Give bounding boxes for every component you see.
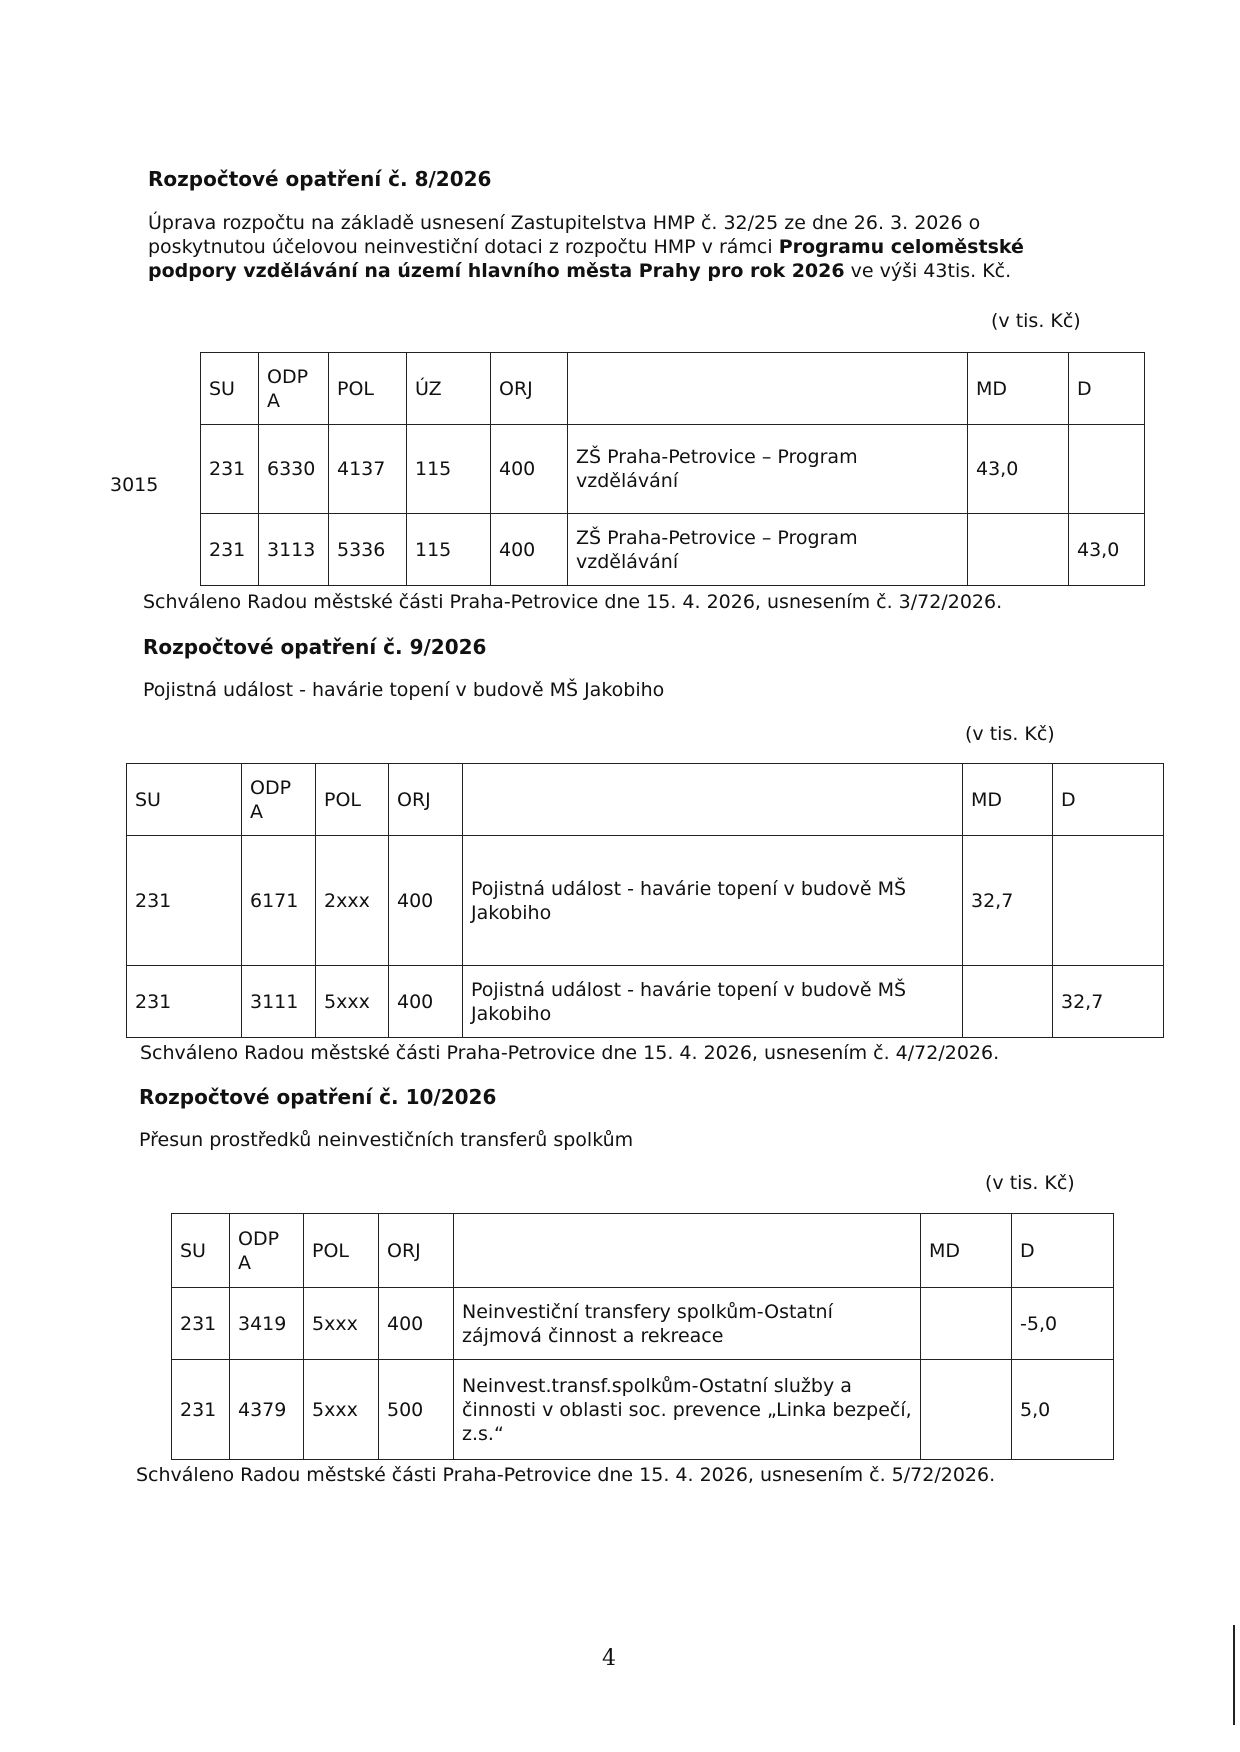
table-row xyxy=(172,1288,1114,1360)
measure-description xyxy=(139,1128,1069,1152)
table-cell: 6330 xyxy=(259,425,329,514)
budget-table xyxy=(171,1213,1114,1460)
table-cell: 115 xyxy=(407,514,491,586)
column-header: D xyxy=(1012,1214,1114,1288)
table-header-row xyxy=(172,1214,1114,1288)
unit-label: (v tis. Kč) xyxy=(965,723,1055,745)
table-cell: 500 xyxy=(379,1360,454,1460)
table-cell xyxy=(1069,425,1145,514)
table-cell: 3111 xyxy=(242,966,316,1038)
column-header xyxy=(568,353,968,425)
table-cell xyxy=(968,514,1069,586)
table-cell: 6171 xyxy=(242,836,316,966)
description-text: Úprava rozpočtu na základě usnesení Zastupitelstva HMP č. 32/25 ze dne 26. 3. 2026 o poskytnutou účelovou neinvestiční dotaci z rozpočtu HMP v rámci xyxy=(148,212,981,258)
column-header: POL xyxy=(316,764,389,836)
table-cell: 5xxx xyxy=(316,966,389,1038)
table-cell xyxy=(921,1360,1012,1460)
table-header-row xyxy=(201,353,1145,425)
column-header: ODP A xyxy=(230,1214,304,1288)
measure-description xyxy=(143,678,1073,702)
table-cell: 231 xyxy=(201,514,259,586)
table-cell: 3113 xyxy=(259,514,329,586)
table-cell: 43,0 xyxy=(1069,514,1145,586)
side-label: 3015 xyxy=(110,474,159,496)
table-cell xyxy=(921,1288,1012,1360)
table-cell: 2xxx xyxy=(316,836,389,966)
table-cell: 3419 xyxy=(230,1288,304,1360)
table-row xyxy=(127,836,1164,966)
page-number: 4 xyxy=(602,1646,616,1671)
column-header: POL xyxy=(329,353,407,425)
table-cell: 4379 xyxy=(230,1360,304,1460)
table-header-row xyxy=(127,764,1164,836)
table-cell xyxy=(1053,836,1164,966)
column-header: SU xyxy=(172,1214,230,1288)
column-header xyxy=(463,764,963,836)
column-header: MD xyxy=(968,353,1069,425)
table-cell: 231 xyxy=(127,966,242,1038)
column-header: ORJ xyxy=(491,353,568,425)
table-cell: 400 xyxy=(389,836,463,966)
unit-label: (v tis. Kč) xyxy=(985,1172,1075,1194)
table-cell: Pojistná událost - havárie topení v budově MŠ Jakobiho xyxy=(463,966,963,1038)
approval-note: Schváleno Radou městské části Praha-Petrovice dne 15. 4. 2026, usnesením č. 3/72/2026. xyxy=(143,591,1003,613)
description-text: ve výši 43tis. Kč. xyxy=(844,260,1012,282)
description-program-name: Programu celoměstské podpory vzdělávání na území hlavního města Prahy pro rok 2026 xyxy=(148,236,1024,282)
measure-title: Rozpočtové opatření č. 8/2026 xyxy=(148,167,492,191)
column-header: SU xyxy=(201,353,259,425)
table-cell: ZŠ Praha-Petrovice – Program vzdělávání xyxy=(568,514,968,586)
table-cell: 5336 xyxy=(329,514,407,586)
description-text: Pojistná událost - havárie topení v budově MŠ Jakobiho xyxy=(143,679,665,701)
column-header: MD xyxy=(963,764,1053,836)
table-cell: 231 xyxy=(172,1360,230,1460)
measure-title: Rozpočtové opatření č. 10/2026 xyxy=(139,1085,497,1109)
column-header: D xyxy=(1069,353,1145,425)
approval-note: Schváleno Radou městské části Praha-Petrovice dne 15. 4. 2026, usnesením č. 4/72/2026. xyxy=(140,1042,1000,1064)
margin-line xyxy=(1233,1625,1235,1725)
table-cell: 400 xyxy=(491,425,568,514)
unit-label: (v tis. Kč) xyxy=(991,310,1081,332)
measure-description xyxy=(148,211,1078,283)
approval-note: Schváleno Radou městské části Praha-Petrovice dne 15. 4. 2026, usnesením č. 5/72/2026. xyxy=(136,1464,996,1486)
table-cell: 231 xyxy=(172,1288,230,1360)
table-cell: 400 xyxy=(379,1288,454,1360)
column-header: MD xyxy=(921,1214,1012,1288)
table-row xyxy=(201,425,1145,514)
table-cell: 115 xyxy=(407,425,491,514)
column-header: D xyxy=(1053,764,1164,836)
column-header: SU xyxy=(127,764,242,836)
table-cell: 5xxx xyxy=(304,1360,379,1460)
table-cell: 32,7 xyxy=(1053,966,1164,1038)
table-row xyxy=(201,514,1145,586)
description-text: Přesun prostředků neinvestičních transferů spolkům xyxy=(139,1129,634,1151)
table-row xyxy=(172,1360,1114,1460)
measure-title: Rozpočtové opatření č. 9/2026 xyxy=(143,635,487,659)
column-header: ORJ xyxy=(389,764,463,836)
column-header: ÚZ xyxy=(407,353,491,425)
table-cell xyxy=(963,966,1053,1038)
table-cell: 4137 xyxy=(329,425,407,514)
table-cell: Neinvestiční transfery spolkům-Ostatní zájmová činnost a rekreace xyxy=(454,1288,921,1360)
table-cell: Neinvest.transf.spolkům-Ostatní služby a činnosti v oblasti soc. prevence „Linka bezpečí, z.s.“ xyxy=(454,1360,921,1460)
column-header: ODP A xyxy=(242,764,316,836)
column-header: ORJ xyxy=(379,1214,454,1288)
table-cell: 231 xyxy=(127,836,242,966)
table-cell: 400 xyxy=(389,966,463,1038)
column-header: ODP A xyxy=(259,353,329,425)
table-cell: 400 xyxy=(491,514,568,586)
table-cell: 231 xyxy=(201,425,259,514)
table-cell: 43,0 xyxy=(968,425,1069,514)
column-header: POL xyxy=(304,1214,379,1288)
budget-table xyxy=(200,352,1145,586)
budget-table xyxy=(126,763,1164,1038)
column-header xyxy=(454,1214,921,1288)
table-cell: Pojistná událost - havárie topení v budově MŠ Jakobiho xyxy=(463,836,963,966)
table-cell: -5,0 xyxy=(1012,1288,1114,1360)
table-cell: 32,7 xyxy=(963,836,1053,966)
table-cell: 5,0 xyxy=(1012,1360,1114,1460)
table-cell: ZŠ Praha-Petrovice – Program vzdělávání xyxy=(568,425,968,514)
table-row xyxy=(127,966,1164,1038)
table-cell: 5xxx xyxy=(304,1288,379,1360)
